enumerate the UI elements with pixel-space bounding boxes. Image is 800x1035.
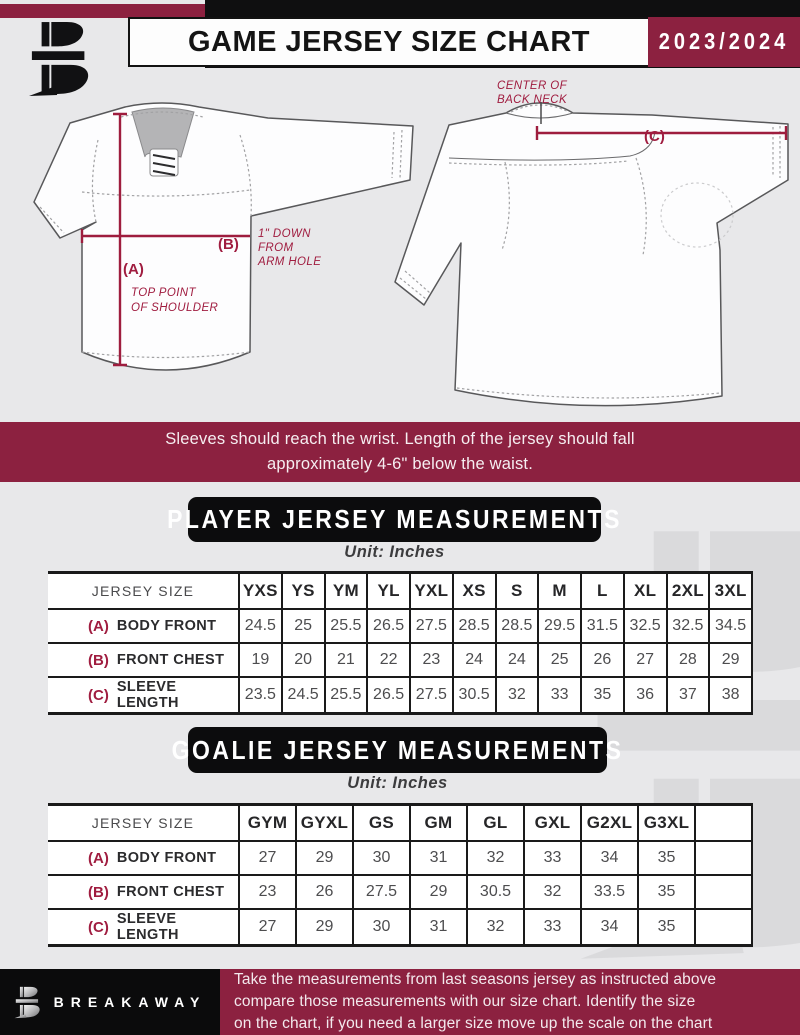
cell: 35 [637,842,694,876]
cell: 23 [409,644,452,678]
cell [694,876,751,910]
breakaway-b-logo-icon [14,986,44,1019]
size-col: YM [324,574,367,610]
cell: 32 [523,876,580,910]
cell: 30.5 [452,678,495,712]
player-measurements-table [48,571,753,715]
size-col: GYM [238,806,295,842]
brand-name: BREAKAWAY [53,994,207,1010]
footer-line-2: compare those measurements with our size chart. Identify the size [234,993,696,1010]
label-a: (A) [123,261,144,278]
row-label: (C) SLEEVE LENGTH [88,911,179,943]
size-col: YL [366,574,409,610]
size-col: 3XL [708,574,751,610]
cell: 26 [580,644,623,678]
page-title: GAME JERSEY SIZE CHART [187,25,591,58]
cell: 32 [495,678,538,712]
cell: 27 [238,842,295,876]
cell: 35 [637,876,694,910]
cell [694,910,751,944]
row-label: (B) FRONT CHEST [48,876,238,910]
cell: 32 [466,842,523,876]
cell: 29 [295,842,352,876]
cell: 27 [238,910,295,944]
size-col [694,806,751,842]
cell: 36 [623,678,666,712]
footer-line-3: on the chart, if you need a larger size move up the scale on the chart [234,1015,713,1032]
cell: 24 [452,644,495,678]
cell: 28.5 [452,610,495,644]
jersey-diagrams [0,75,800,422]
notice-line-2: approximately 4-6" below the waist. [267,455,533,473]
label-c: (C) [644,128,665,145]
size-col: GYXL [295,806,352,842]
size-col: GXL [523,806,580,842]
season-label: 2023/2024 [658,28,790,55]
size-col: 2XL [666,574,709,610]
cell: 25 [281,610,324,644]
cell: 31.5 [580,610,623,644]
cell: 27.5 [409,678,452,712]
cell: 29 [409,876,466,910]
size-col: GL [466,806,523,842]
cell: 27 [623,644,666,678]
size-col: M [537,574,580,610]
row-label: (B) FRONT CHEST [48,644,238,678]
size-col: S [495,574,538,610]
cell: 31 [409,842,466,876]
armhole-note: 1" DOWN FROM ARM HOLE [258,228,322,268]
size-col: XS [452,574,495,610]
cell: 21 [324,644,367,678]
cell: 32.5 [623,610,666,644]
cell: 34 [580,842,637,876]
shoulder-note: TOP POINT OF SHOULDER [131,287,219,314]
size-col: G2XL [580,806,637,842]
cell: 30 [352,842,409,876]
header-maroon-strip [0,4,205,18]
cell: 23.5 [238,678,281,712]
cell [694,842,751,876]
cell: 32 [466,910,523,944]
size-col: YXS [238,574,281,610]
season-badge [648,17,800,67]
row-label: (A) BODY FRONT [48,610,238,644]
cell: 25.5 [324,610,367,644]
cell: 25 [537,644,580,678]
cell: 19 [238,644,281,678]
cell: 29 [708,644,751,678]
cell: 23 [238,876,295,910]
cell: 26.5 [366,678,409,712]
footer-instructions [220,969,800,1035]
fit-notice-banner [0,422,800,482]
cell: 28 [666,644,709,678]
cell: 35 [637,910,694,944]
goalie-corner-header: JERSEY SIZE [48,806,238,842]
label-b: (B) [218,236,239,253]
footer-line-1: Take the measurements from last seasons jersey as instructed above [234,971,717,988]
cell: 33 [523,910,580,944]
cell: 34.5 [708,610,751,644]
cell: 26 [295,876,352,910]
cell: 24.5 [281,678,324,712]
cell: 30 [352,910,409,944]
cell: 32.5 [666,610,709,644]
cell: 33 [523,842,580,876]
cell: 31 [409,910,466,944]
cell: 25.5 [324,678,367,712]
size-col: G3XL [637,806,694,842]
cell: 38 [708,678,751,712]
cell: 30.5 [466,876,523,910]
size-col: YS [281,574,324,610]
back-jersey-outline [395,103,788,406]
size-col: YXL [409,574,452,610]
cell: 33 [537,678,580,712]
cell: 27.5 [409,610,452,644]
player-unit-label: Unit: Inches [344,543,445,561]
size-col: XL [623,574,666,610]
center-back-neck-note: CENTER OF BACK NECK [497,80,568,106]
size-col: GS [352,806,409,842]
cell: 28.5 [495,610,538,644]
cell: 33.5 [580,876,637,910]
goalie-measurements-table [48,803,753,947]
cell: 20 [281,644,324,678]
title-box [128,17,650,67]
cell: 22 [366,644,409,678]
cell: 37 [666,678,709,712]
size-col: L [580,574,623,610]
cell: 35 [580,678,623,712]
cell: 26.5 [366,610,409,644]
cell: 27.5 [352,876,409,910]
player-corner-header: JERSEY SIZE [48,574,238,610]
goalie-section-header: GOALIE JERSEY MEASUREMENTS [188,727,607,773]
row-label: (C) SLEEVE LENGTH [88,679,179,711]
goalie-unit-label: Unit: Inches [347,774,448,792]
cell: 29.5 [537,610,580,644]
cell: 24.5 [238,610,281,644]
size-col: GM [409,806,466,842]
cell: 24 [495,644,538,678]
cell: 34 [580,910,637,944]
player-section-header: PLAYER JERSEY MEASUREMENTS [188,497,601,542]
cell: 29 [295,910,352,944]
footer-brand-block [0,969,220,1035]
row-label: (A) BODY FRONT [48,842,238,876]
notice-line-1: Sleeves should reach the wrist. Length of the jersey should fall [165,430,635,448]
